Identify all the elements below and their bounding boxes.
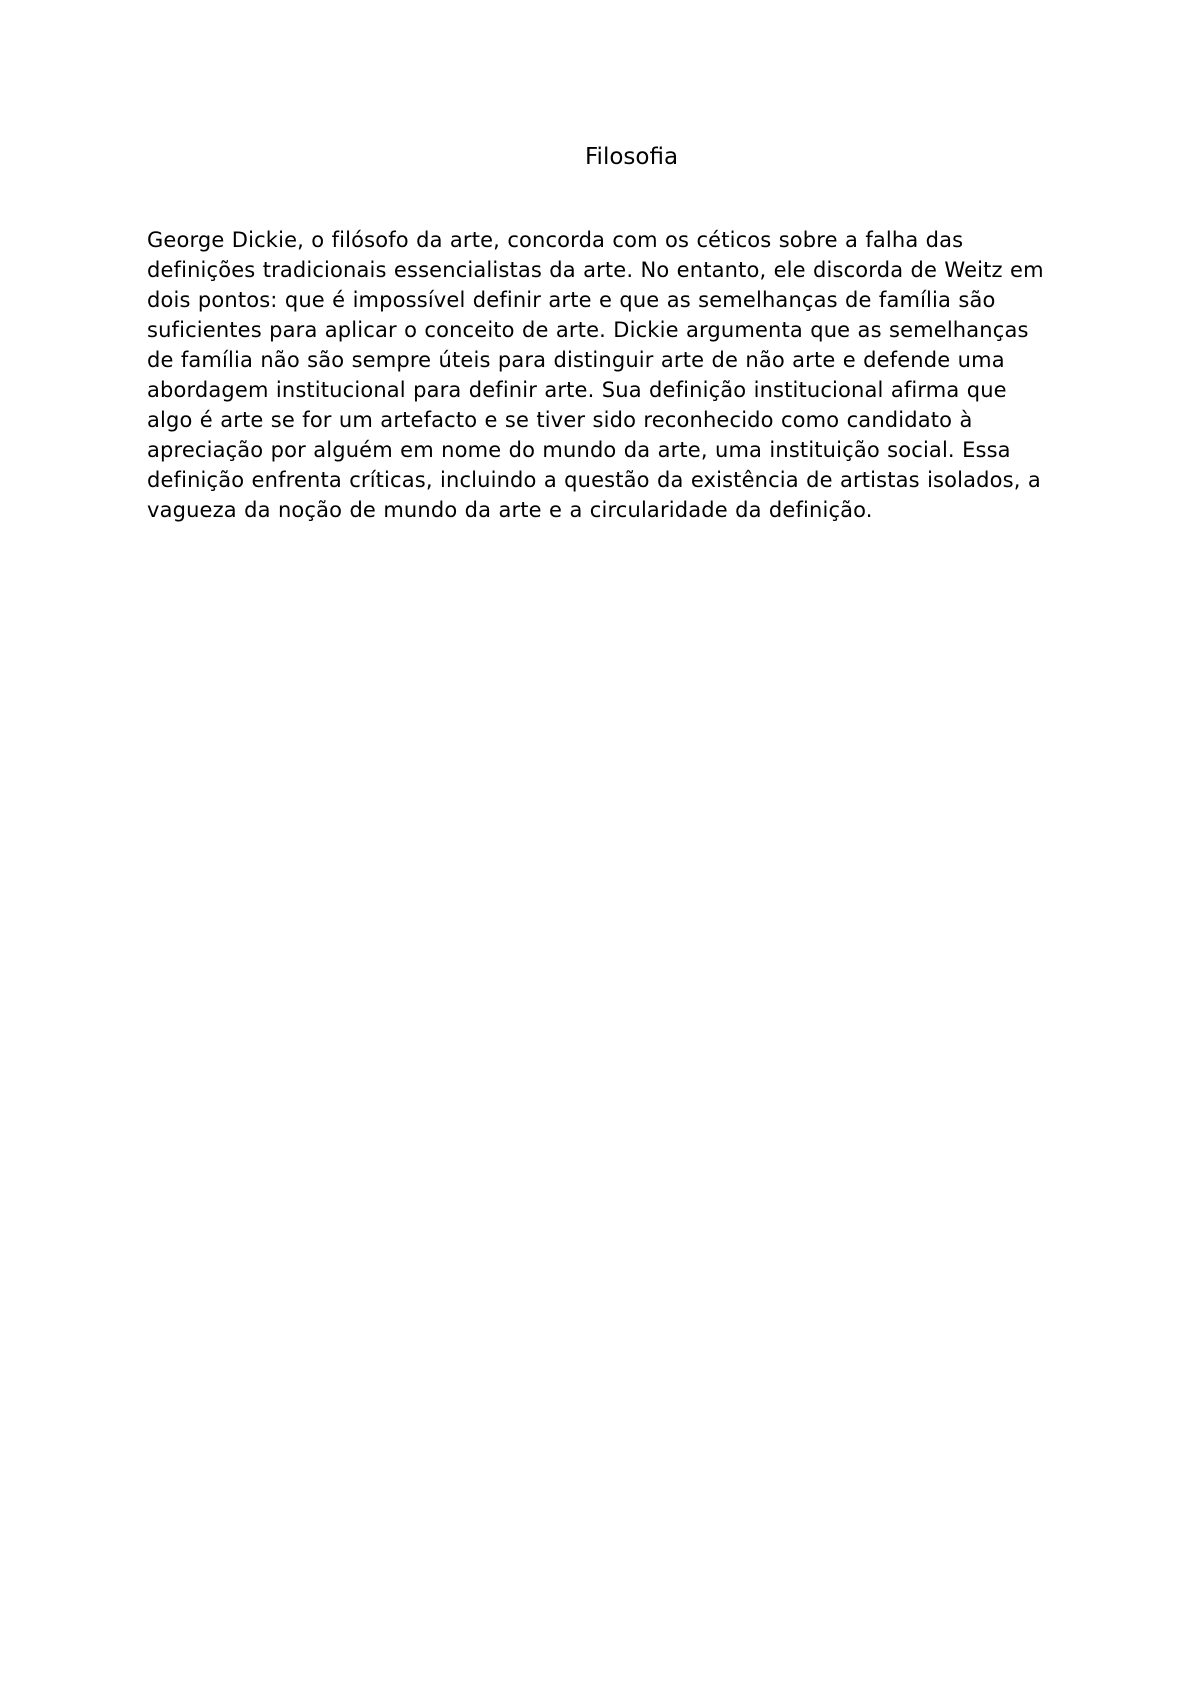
document-body [147, 225, 1057, 525]
body-paragraph: George Dickie, o filósofo da arte, concorda com os céticos sobre a falha das definições tradicionais essencialistas da arte. No entanto, ele discorda de Weitz em dois pontos: que é impossível definir arte e que as semelhanças de família são suficientes para aplicar o conceito de arte. Dickie argumenta que as semelhanças de família não são sempre úteis para distinguir arte de não arte e defende uma abordagem institucional para definir arte. Sua definição institucional afirma que algo é arte se for um artefacto e se tiver sido reconhecido como candidato à apreciação por alguém em nome do mundo da arte, uma instituição social. Essa definição enfrenta críticas, incluindo a questão da existência de artistas isolados, a vagueza da noção de mundo da arte e a circularidade da definição. [147, 228, 1044, 522]
document-title: Filosofia [585, 144, 679, 170]
title-container [585, 142, 785, 174]
